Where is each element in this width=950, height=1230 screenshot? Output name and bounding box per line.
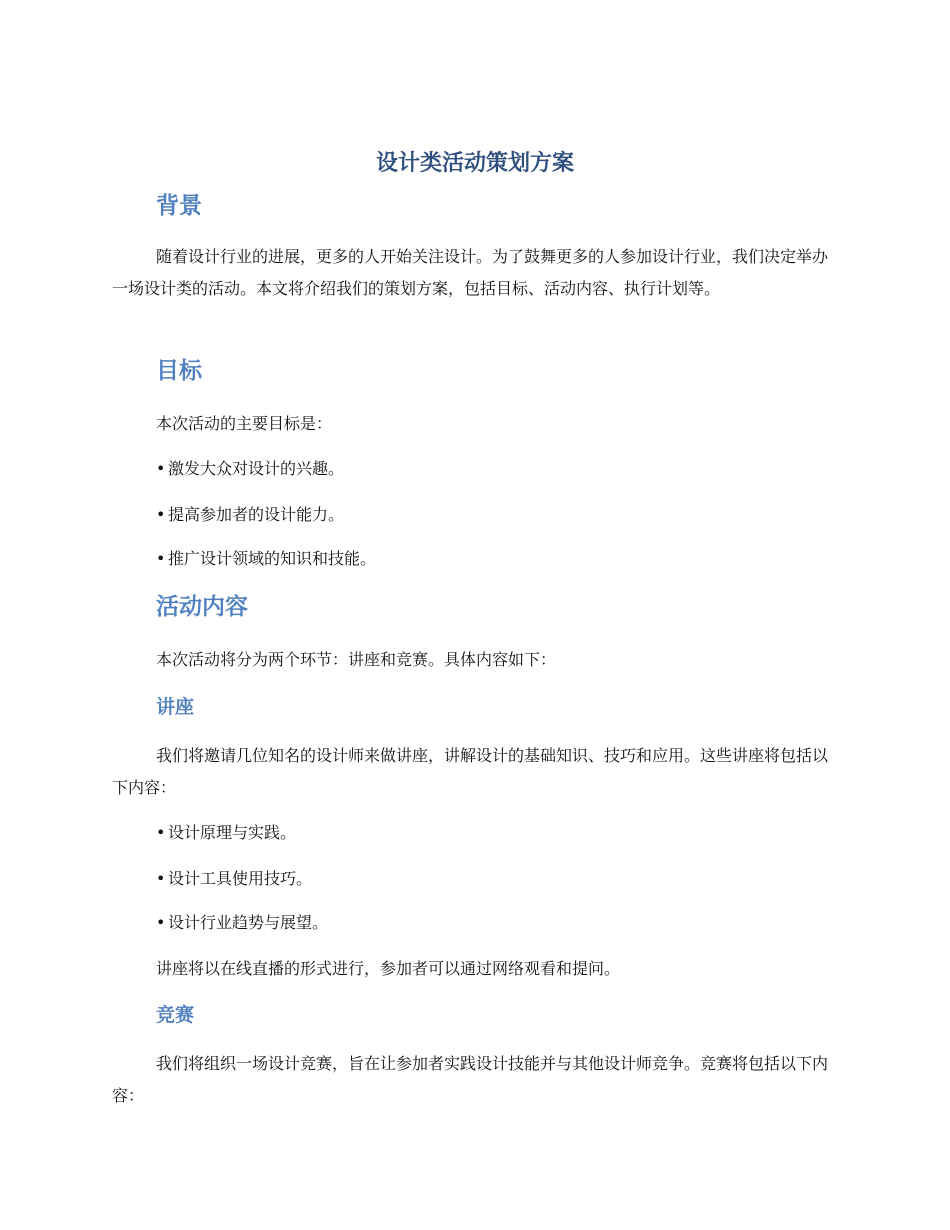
list-item-text: 设计原理与实践。 — [168, 823, 297, 842]
heading-goals: 目标 — [156, 358, 202, 384]
paragraph-background: 随着设计行业的进展，更多的人开始关注设计。为了鼓舞更多的人参加设计行业，我们决定举办一场设计类的活动。本文将介绍我们的策划方案，包括目标、活动内容、执行计划等。 — [112, 247, 829, 298]
heading-activity-content: 活动内容 — [156, 594, 248, 620]
list-item-text: 激发大众对设计的兴趣。 — [168, 459, 345, 478]
bullet-marker: • — [156, 913, 166, 932]
list-item-text: 设计工具使用技巧。 — [168, 869, 313, 888]
list-item — [156, 502, 344, 528]
paragraph-competition: 我们将组织一场设计竞赛，旨在让参加者实践设计技能并与其他设计师竞争。竞赛将包括以下内容： — [112, 1054, 829, 1105]
list-item-text: 设计行业趋势与展望。 — [168, 913, 329, 932]
bullet-marker: • — [156, 505, 166, 524]
bullet-marker: • — [156, 459, 166, 478]
list-item-text: 推广设计领域的知识和技能。 — [168, 549, 377, 568]
heading-background: 背景 — [156, 193, 202, 219]
document-title: 设计类活动策划方案 — [375, 151, 574, 176]
bullet-marker: • — [156, 549, 166, 568]
lectures-note: 讲座将以在线直播的形式进行，参加者可以通过网络观看和提问。 — [156, 959, 621, 978]
content-intro: 本次活动将分为两个环节：讲座和竞赛。具体内容如下： — [156, 650, 557, 669]
list-item — [156, 866, 312, 892]
list-item — [156, 456, 344, 482]
bullet-marker: • — [156, 823, 166, 842]
bullet-marker: • — [156, 869, 166, 888]
list-item — [156, 546, 376, 572]
goals-intro: 本次活动的主要目标是： — [156, 414, 333, 433]
list-item-text: 提高参加者的设计能力。 — [168, 505, 345, 524]
subheading-lectures: 讲座 — [156, 696, 195, 718]
subheading-competition: 竞赛 — [156, 1004, 195, 1026]
list-item — [156, 820, 296, 846]
paragraph-lectures: 我们将邀请几位知名的设计师来做讲座，讲解设计的基础知识、技巧和应用。这些讲座将包括以下内容： — [112, 746, 829, 797]
list-item — [156, 910, 328, 936]
